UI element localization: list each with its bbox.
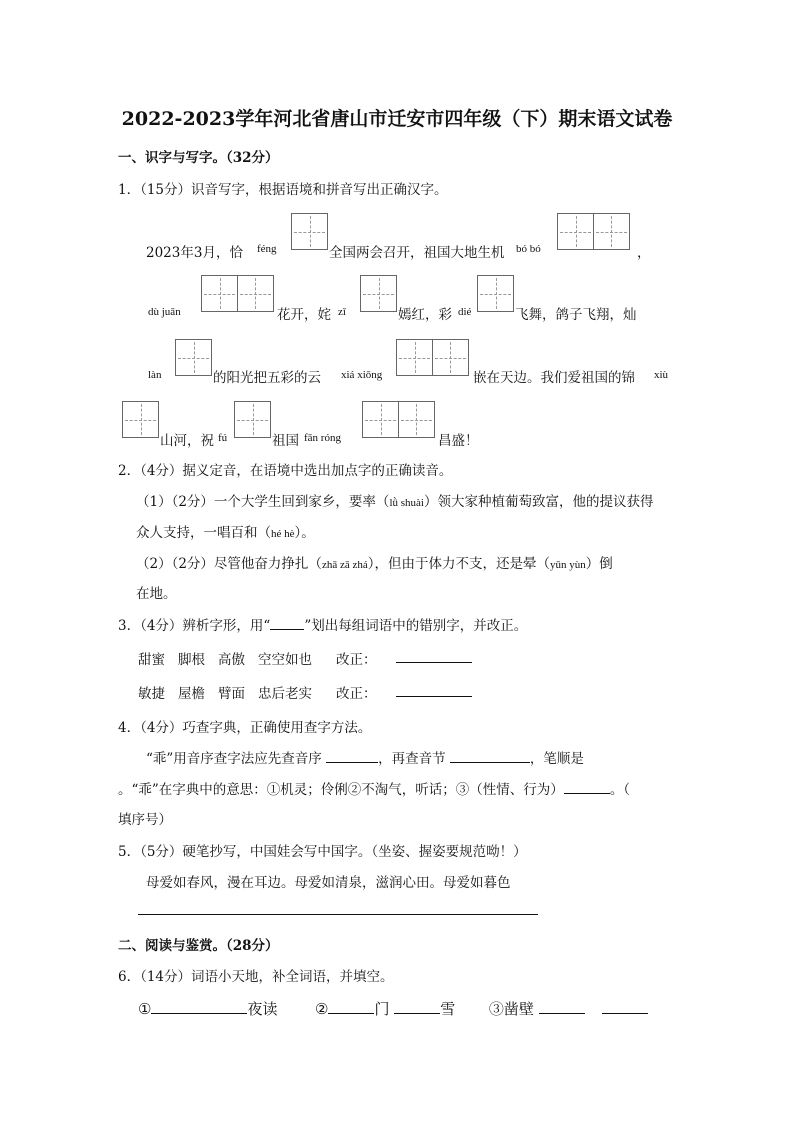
- q1-text: 昌盛！: [438, 433, 479, 449]
- q1-text: 飞舞，鸽子飞翔，灿: [515, 307, 637, 323]
- answer-grid[interactable]: [175, 339, 211, 376]
- pinyin: féng: [257, 243, 277, 255]
- pinyin: làn: [148, 369, 162, 381]
- q6-item-3: ③凿壁: [488, 1000, 534, 1018]
- q2-text: ）领大家种植葡萄致富，他的提议获得: [423, 494, 654, 510]
- q1-text: 全国两会召开，祖国大地生机: [329, 245, 505, 261]
- q2-text: ），但由于体力不支，还是晕（: [367, 556, 550, 572]
- answer-blank[interactable]: [151, 998, 247, 1014]
- pinyin: dié: [458, 306, 472, 318]
- pinyin-options[interactable]: hé hè: [271, 528, 295, 540]
- q3-word[interactable]: 敏捷: [138, 686, 165, 702]
- q3-word[interactable]: 忠后老实: [258, 686, 312, 702]
- answer-grid[interactable]: [122, 401, 158, 438]
- answer-blank[interactable]: [328, 998, 374, 1014]
- q3-fix-label: 改正：: [336, 652, 377, 668]
- q2-part2: [136, 552, 613, 572]
- pinyin: fú: [218, 432, 228, 444]
- q3-word[interactable]: 空空如也: [258, 652, 312, 668]
- q2-text: ）倒: [585, 556, 613, 572]
- q6-item-2: ②: [315, 1000, 329, 1018]
- pinyin: zǐ: [338, 306, 346, 318]
- pinyin: fān róng: [304, 432, 341, 444]
- answer-grid[interactable]: [291, 213, 327, 250]
- q4-line1: [146, 747, 584, 767]
- answer-grid[interactable]: [557, 213, 628, 250]
- q6-stem: 6．（14分）词语小天地，补全词语，并填空。: [118, 969, 394, 985]
- q1-text: 嵌在天边。我们爱祖国的锦: [473, 370, 635, 386]
- answer-grid[interactable]: [396, 339, 467, 376]
- q4-text: “乖”用音序查字法应先查音序: [146, 751, 322, 767]
- pinyin: xiá xiōng: [341, 369, 383, 381]
- answer-blank[interactable]: [564, 780, 610, 795]
- q4-text: 填序号）: [118, 812, 172, 828]
- answer-grid[interactable]: [360, 275, 396, 312]
- q6-item-1: ①: [138, 1000, 152, 1018]
- answer-grid[interactable]: [234, 401, 270, 438]
- q2-text: 众人支持，一唱百和（: [136, 525, 271, 541]
- answer-line[interactable]: [396, 662, 472, 663]
- q1-text: ，: [637, 245, 651, 261]
- q1-text: 花开，姹: [277, 307, 331, 323]
- answer-grid[interactable]: [362, 401, 433, 438]
- pinyin-options[interactable]: yūn yùn: [549, 559, 586, 571]
- q5-stem: 5．（5分）硬笔抄写，中国娃会写中国字。（坐姿、握姿要规范呦！）: [118, 844, 527, 860]
- answer-grid[interactable]: [477, 275, 513, 312]
- section-heading-1: 一、识字与写字。（32分）: [118, 150, 279, 166]
- answer-line[interactable]: [396, 696, 472, 697]
- answer-blank[interactable]: [539, 998, 585, 1014]
- page-title: 2022-2023学年河北省唐山市迁安市四年级（下）期末语文试卷: [121, 108, 673, 130]
- q3-word[interactable]: 甜蜜: [138, 652, 165, 668]
- pinyin: xiù: [654, 369, 669, 381]
- q4-stem: 4．（4分）巧查字典，正确使用查字方法。: [118, 720, 372, 736]
- q4-line2: [118, 778, 630, 798]
- q3-word[interactable]: 屋檐: [178, 686, 205, 702]
- q1-text: 的阳光把五彩的云: [213, 370, 321, 386]
- q3-word[interactable]: 臂面: [218, 686, 245, 702]
- q2-stem: 2．（4分）据义定音，在语境中选出加点字的正确读音。: [118, 463, 453, 479]
- answer-grid[interactable]: [201, 275, 272, 312]
- q1-stem: 1．（15分）识音写字，根据语境和拼音写出正确汉字。: [118, 182, 448, 198]
- answer-blank[interactable]: [602, 998, 648, 1014]
- q1-text: 祖国: [272, 433, 299, 449]
- q2-text: 在地。: [136, 586, 177, 602]
- q4-text: 。（: [609, 782, 631, 798]
- section-heading-2: 二、阅读与鉴赏。（28分）: [118, 938, 279, 954]
- q3-stem: [118, 614, 527, 634]
- pinyin: bó bó: [516, 243, 541, 255]
- answer-blank[interactable]: [326, 749, 378, 764]
- q2-text: ）。: [294, 525, 315, 541]
- pinyin: dù juān: [148, 306, 181, 318]
- copy-line[interactable]: [138, 914, 538, 915]
- q3-text: ”划出每组词语中的错别字，并改正。: [304, 618, 528, 634]
- q6-text: 雪: [440, 1000, 456, 1018]
- q2-part1: [136, 490, 653, 510]
- q6-text: 夜读: [247, 1000, 278, 1018]
- pinyin-options[interactable]: lǜ shuài: [389, 497, 424, 509]
- q3-text: 3．（4分）辨析字形，用“: [118, 618, 271, 634]
- answer-blank[interactable]: [394, 998, 440, 1014]
- q2-text: （2）（2分）尽管他奋力挣扎（: [136, 556, 322, 572]
- q5-text: 母爱如春风，漫在耳边。母爱如清泉，滋润心田。母爱如暮色: [146, 875, 511, 891]
- q1-text: 2023年3月，恰: [146, 245, 243, 261]
- q3-word[interactable]: 脚根: [178, 652, 205, 668]
- q6-items: [138, 998, 648, 1019]
- q1-text: 山河，祝: [160, 433, 214, 449]
- pinyin-options[interactable]: zhā zā zhá: [321, 559, 368, 571]
- q1-text: 嫣红，彩: [398, 307, 452, 323]
- q4-text: ，笔顺是: [529, 751, 584, 767]
- q3-fix-label: 改正：: [336, 686, 377, 702]
- q4-text: 。“乖”在字典中的意思：①机灵；伶俐②不淘气，听话；③（性情、行为）: [118, 782, 564, 798]
- underline-sample: [270, 616, 304, 631]
- q2-text: （1）（2分）一个大学生回到家乡，要率（: [136, 494, 390, 510]
- q6-text: 门: [374, 1000, 390, 1018]
- q2-part1-cont: [136, 521, 315, 541]
- q3-word[interactable]: 高傲: [218, 652, 245, 668]
- answer-blank[interactable]: [450, 749, 530, 764]
- q4-text: ，再查音节: [378, 751, 446, 767]
